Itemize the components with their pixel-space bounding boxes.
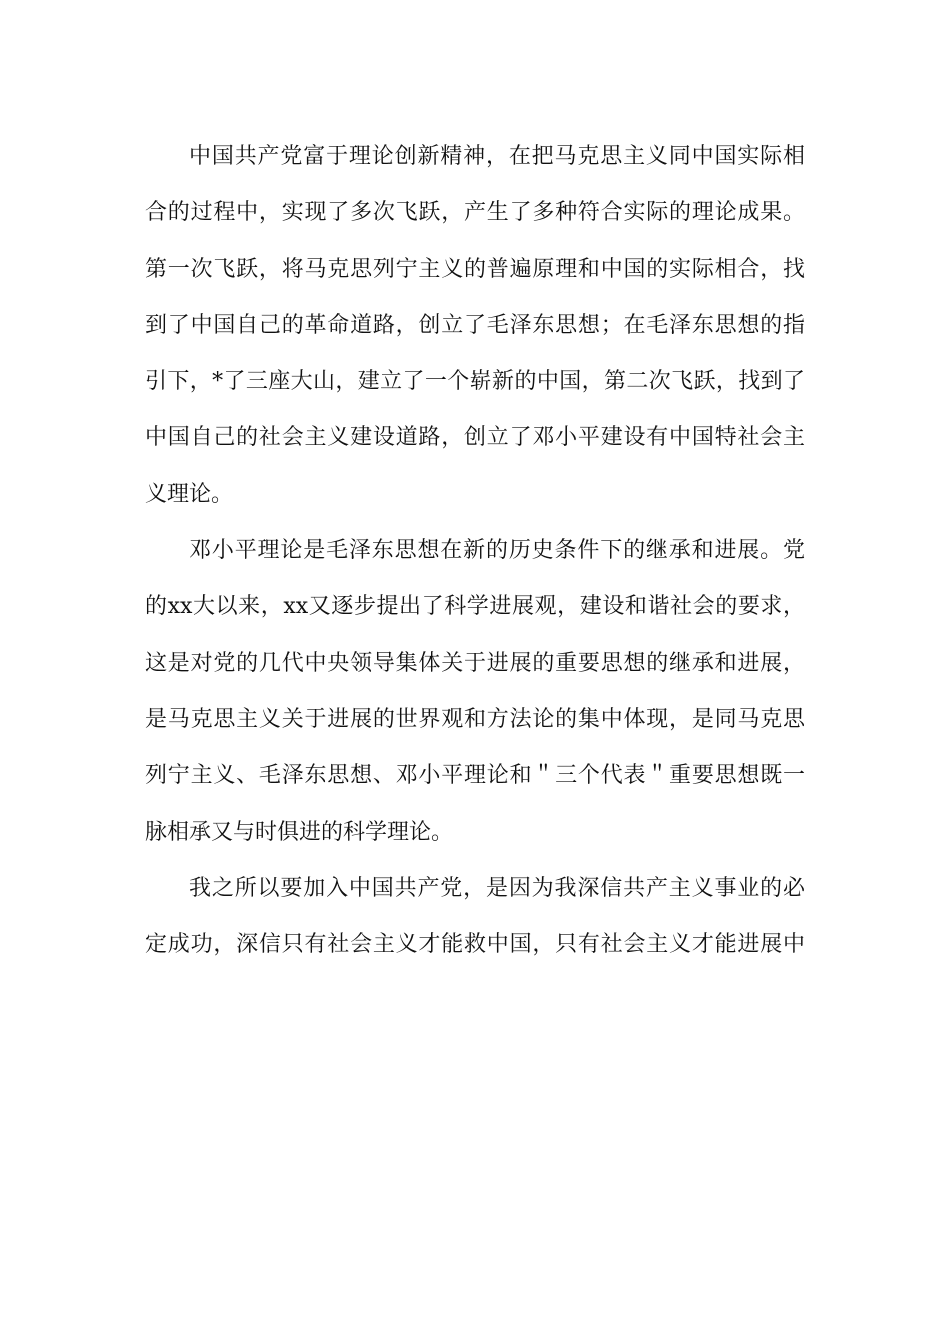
paragraph-2-line-3: 这是对党的几代中央领导集体关于进展的重要思想的继承和进展， xyxy=(145,650,805,676)
document-body xyxy=(145,129,805,973)
paragraph-2-line-2: 的xx大以来，xx又逐步提出了科学进展观，建设和谐社会的要求， xyxy=(145,594,805,620)
paragraph-1-line-5: 引下，*了三座大山，建立了一个崭新的中国，第二次飞跃，找到了 xyxy=(145,369,805,395)
paragraph-1-line-4: 到了中国自己的革命道路，创立了毛泽东思想；在毛泽东思想的指 xyxy=(145,312,805,338)
paragraph-1-line-6: 中国自己的社会主义建设道路，创立了邓小平建设有中国特社会主 xyxy=(145,425,805,451)
paragraph-2-line-4: 是马克思主义关于进展的世界观和方法论的集中体现，是同马克思 xyxy=(145,706,805,732)
paragraph-1-line-1: 中国共产党富于理论创新精神，在把马克思主义同中国实际相 xyxy=(189,144,805,169)
paragraph-1-line-7: 义理论。 xyxy=(145,481,234,507)
paragraph-3-line-2: 定成功，深信只有社会主义才能救中国，只有社会主义才能进展中 xyxy=(145,932,805,958)
paragraph-1-line-2: 合的过程中，实现了多次飞跃，产生了多种符合实际的理论成果。 xyxy=(145,200,805,226)
paragraph-2-line-1: 邓小平理论是毛泽东思想在新的历史条件下的继承和进展。党 xyxy=(189,538,805,564)
paragraph-2-line-6: 脉相承又与时俱进的科学理论。 xyxy=(145,819,454,845)
paragraph-1-line-3: 第一次飞跃，将马克思列宁主义的普遍原理和中国的实际相合，找 xyxy=(145,256,805,282)
paragraph-2-line-5: 列宁主义、毛泽东思想、邓小平理论和＂三个代表＂重要思想既一 xyxy=(145,763,805,789)
paragraph-3-line-1: 我之所以要加入中国共产党，是因为我深信共产主义事业的必 xyxy=(189,875,805,901)
